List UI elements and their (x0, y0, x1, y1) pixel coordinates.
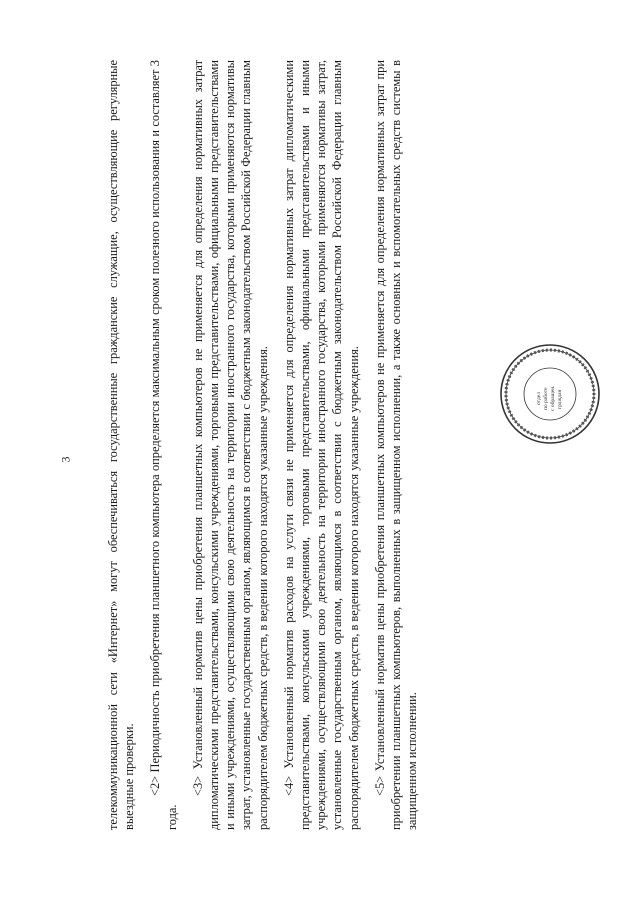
svg-text:с обращен.: с обращен. (550, 385, 556, 411)
svg-text:граждан: граждан (557, 389, 563, 409)
page-number: 3 (58, 456, 73, 463)
svg-text:по работе: по работе (543, 387, 549, 410)
footnote-2: <2> Периодичность приобретения планшетного компьютера определяется максимальным сроком полезного использования и составляет 3 года. (148, 60, 179, 830)
footnote-3: <3> Установленный норматив цены приобретения планшетных компьютеров не применяется для определения нормативных затрат дипломатическими представительствами, консульскими учреждениями, торговыми представительствами, официальными представительствами и иными учреждениями, осуществляющими свою деятельность на территории иностранного государства, которыми применяются нормативы затрат, установленные государственным органом, являющимся в соответствии с бюджетным законодательством Российской Федерации главным распорядителем бюджетных средств, в ведении которого находятся указанные учреждения. (190, 60, 270, 830)
footnote-5: <5> Установленный норматив цены приобретения планшетных компьютеров не применяется для определения нормативных затрат при приобретении планшетных компьютеров, выполненных в защищенном исполнении, а также основных и вспомогательных средств системы в защищенном исполнении. (372, 60, 420, 830)
official-seal (498, 342, 602, 446)
document-body (105, 60, 505, 830)
footnote-4: <4> Установленный норматив расходов на услуги связи не применяется для определения нормативных затрат дипломатическими представительствами, консульскими учреждениями, торговыми представительствами, официальными представительствами и иными учреждениями, осуществляющими свою деятельность на территории иностранного государства, которыми применяются нормативы затрат, установленные государственным органом, являющимся в соответствии с бюджетным законодательством Российской Федерации главным распорядителем бюджетных средств, в ведении которого находятся указанные учреждения. (281, 60, 361, 830)
svg-text:отдел: отдел (536, 392, 542, 405)
paragraph-continuation: телекоммуникационной сети «Интернет» могут обеспечиваться государственные гражданские служащие, осуществляющие регулярные выездные проверки. (106, 60, 137, 830)
